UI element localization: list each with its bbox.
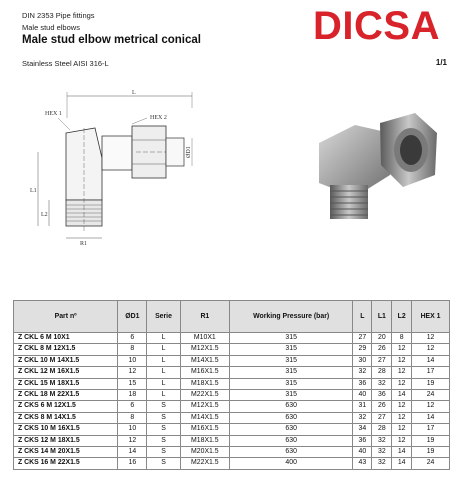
column-header: ØD1 — [118, 301, 147, 333]
dim-l-label: L — [132, 90, 136, 96]
table-cell: 32 — [353, 367, 372, 378]
table-cell: L — [147, 355, 180, 366]
table-cell: 27 — [372, 355, 392, 366]
table-cell: 32 — [372, 458, 392, 469]
table-cell: 400 — [230, 458, 353, 469]
table-cell: M14X1.5 — [180, 355, 230, 366]
table-cell: S — [147, 424, 180, 435]
page-number: 1/1 — [435, 58, 447, 67]
column-header: L2 — [392, 301, 412, 333]
table-cell: 28 — [372, 367, 392, 378]
part-number-cell: Z CKL 10 M 14X1.5 — [14, 355, 118, 366]
table-cell: 40 — [353, 390, 372, 401]
table-cell: 315 — [230, 355, 353, 366]
table-cell: 315 — [230, 344, 353, 355]
table-cell: 20 — [372, 333, 392, 344]
table-cell: 6 — [118, 333, 147, 344]
brand-logo: DICSA — [313, 4, 440, 48]
hex1-label: HEX 1 — [45, 111, 62, 117]
table-cell: 8 — [118, 412, 147, 423]
table-row — [14, 401, 450, 412]
table-cell: S — [147, 401, 180, 412]
table-cell: 12 — [392, 344, 412, 355]
dim-l2-label: L2 — [41, 212, 48, 218]
column-header: Serie — [147, 301, 180, 333]
table-cell: 12 — [392, 401, 412, 412]
table-cell: 12 — [412, 333, 450, 344]
table-cell: 14 — [412, 412, 450, 423]
table-row — [14, 367, 450, 378]
table-row — [14, 447, 450, 458]
part-number-cell: Z CKS 16 M 22X1.5 — [14, 458, 118, 469]
table-cell: L — [147, 390, 180, 401]
table-cell: 12 — [118, 435, 147, 446]
table-cell: 315 — [230, 390, 353, 401]
table-cell: M10X1 — [180, 333, 230, 344]
part-number-cell: Z CKL 18 M 22X1.5 — [14, 390, 118, 401]
table-cell: L — [147, 378, 180, 389]
part-number-cell: Z CKS 8 M 14X1.5 — [14, 412, 118, 423]
table-cell: 19 — [412, 447, 450, 458]
table-cell: 31 — [353, 401, 372, 412]
table-cell: L — [147, 367, 180, 378]
table-cell: 34 — [353, 424, 372, 435]
table-cell: 14 — [118, 447, 147, 458]
column-header: Working Pressure (bar) — [230, 301, 353, 333]
table-cell: 24 — [412, 390, 450, 401]
table-cell: 12 — [412, 401, 450, 412]
table-cell: S — [147, 447, 180, 458]
table-row — [14, 390, 450, 401]
table-cell: 15 — [118, 378, 147, 389]
table-cell: M18X1.5 — [180, 435, 230, 446]
technical-drawing — [20, 88, 220, 253]
table-header-row — [14, 301, 450, 333]
table-cell: L — [147, 333, 180, 344]
table-cell: M20X1.5 — [180, 447, 230, 458]
table-cell: 14 — [392, 390, 412, 401]
table-row — [14, 355, 450, 366]
table-cell: 36 — [353, 435, 372, 446]
table-row — [14, 344, 450, 355]
table-cell: 32 — [372, 378, 392, 389]
table-cell: 36 — [372, 390, 392, 401]
material-label: Stainless Steel AISI 316-L — [22, 59, 109, 68]
table-cell: 12 — [392, 424, 412, 435]
table-cell: 630 — [230, 412, 353, 423]
table-cell: 630 — [230, 447, 353, 458]
table-cell: M22X1.5 — [180, 390, 230, 401]
table-cell: L — [147, 344, 180, 355]
column-header: L1 — [372, 301, 392, 333]
table-row — [14, 378, 450, 389]
table-row — [14, 424, 450, 435]
table-cell: 26 — [372, 401, 392, 412]
table-cell: 6 — [118, 401, 147, 412]
table-cell: 14 — [412, 355, 450, 366]
part-number-cell: Z CKL 15 M 18X1.5 — [14, 378, 118, 389]
table-cell: M18X1.5 — [180, 378, 230, 389]
table-cell: 26 — [372, 344, 392, 355]
table-cell: 14 — [392, 458, 412, 469]
table-cell: 28 — [372, 424, 392, 435]
table-cell: 10 — [118, 355, 147, 366]
table-cell: 32 — [372, 447, 392, 458]
part-number-cell: Z CKS 12 M 18X1.5 — [14, 435, 118, 446]
table-cell: 10 — [118, 424, 147, 435]
table-cell: 12 — [392, 355, 412, 366]
table-cell: 19 — [412, 378, 450, 389]
table-cell: 27 — [353, 333, 372, 344]
table-cell: 8 — [118, 344, 147, 355]
table-cell: 315 — [230, 378, 353, 389]
table-cell: M22X1.5 — [180, 458, 230, 469]
table-cell: M14X1.5 — [180, 412, 230, 423]
table-cell: 24 — [412, 458, 450, 469]
table-cell: M12X1.5 — [180, 401, 230, 412]
table-cell: 630 — [230, 424, 353, 435]
table-cell: M16X1.5 — [180, 367, 230, 378]
part-number-cell: Z CKS 14 M 20X1.5 — [14, 447, 118, 458]
part-number-cell: Z CKL 8 M 12X1.5 — [14, 344, 118, 355]
table-cell: M16X1.5 — [180, 424, 230, 435]
table-cell: 29 — [353, 344, 372, 355]
subcategory-line: Male stud elbows — [22, 23, 80, 32]
table-cell: 12 — [392, 367, 412, 378]
table-cell: 16 — [118, 458, 147, 469]
table-cell: 12 — [412, 344, 450, 355]
table-cell: 12 — [392, 412, 412, 423]
product-render — [305, 105, 445, 225]
part-number-cell: Z CKS 10 M 16X1.5 — [14, 424, 118, 435]
column-header: Part nº — [14, 301, 118, 333]
part-number-cell: Z CKL 6 M 10X1 — [14, 333, 118, 344]
column-header: R1 — [180, 301, 230, 333]
table-cell: 27 — [372, 412, 392, 423]
part-number-cell: Z CKL 12 M 16X1.5 — [14, 367, 118, 378]
dim-r1-label: R1 — [80, 241, 88, 247]
table-cell: 17 — [412, 367, 450, 378]
hex2-label: HEX 2 — [150, 115, 167, 121]
page-title: Male stud elbow metrical conical — [22, 34, 201, 46]
table-cell: 315 — [230, 333, 353, 344]
table-cell: 19 — [412, 435, 450, 446]
table-cell: S — [147, 458, 180, 469]
table-row — [14, 458, 450, 469]
table-row — [14, 435, 450, 446]
table-cell: 630 — [230, 435, 353, 446]
table-body — [14, 333, 450, 470]
column-header: HEX 1 — [412, 301, 450, 333]
table-cell: 17 — [412, 424, 450, 435]
dimensions-table — [13, 300, 450, 470]
table-cell: 30 — [353, 355, 372, 366]
table-cell: 14 — [392, 447, 412, 458]
table-cell: 36 — [353, 378, 372, 389]
column-header: L — [353, 301, 372, 333]
table-cell: 32 — [353, 412, 372, 423]
table-cell: M12X1.5 — [180, 344, 230, 355]
category-line: DIN 2353 Pipe fittings — [22, 11, 95, 20]
table-cell: 12 — [392, 435, 412, 446]
table-cell: 32 — [372, 435, 392, 446]
table-cell: 315 — [230, 367, 353, 378]
table-cell: S — [147, 435, 180, 446]
table-cell: 18 — [118, 390, 147, 401]
table-cell: 630 — [230, 401, 353, 412]
table-cell: 8 — [392, 333, 412, 344]
table-cell: 12 — [392, 378, 412, 389]
table-cell: 12 — [118, 367, 147, 378]
table-cell: S — [147, 412, 180, 423]
table-row — [14, 412, 450, 423]
od-label: ØD1 — [186, 146, 192, 158]
table-cell: 43 — [353, 458, 372, 469]
part-number-cell: Z CKS 6 M 12X1.5 — [14, 401, 118, 412]
dim-l1-label: L1 — [30, 188, 37, 194]
table-cell: 40 — [353, 447, 372, 458]
table-row — [14, 333, 450, 344]
